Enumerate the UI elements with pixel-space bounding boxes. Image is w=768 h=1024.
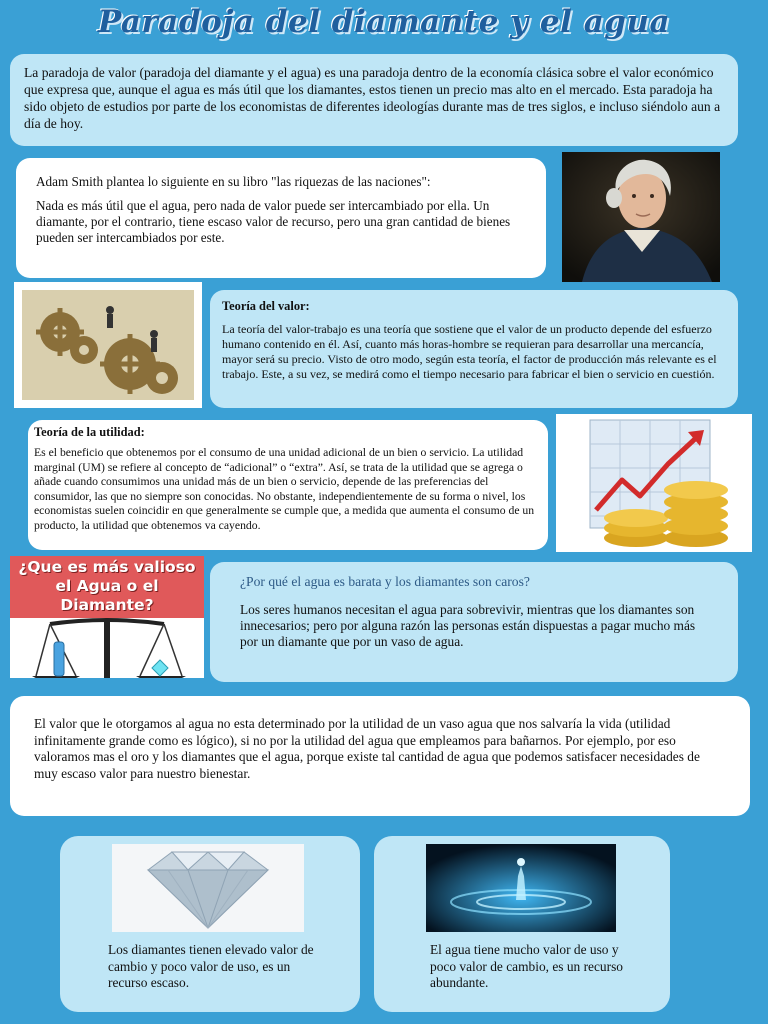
intro-text: La paradoja de valor (paradoja del diamante y el agua) es una paradoja dentro de la economía clásica sobre el valor económico que expresa que, aunque el agua es más útil que los diamantes, estos tienen un precio mas alto en el mercado. Esta paradoja ha sido objeto de estudios por parte de los economistas de diferentes ideologías durante mas de tres siglos, e incluso siéndolo aun a día de hoy. <box>24 65 721 131</box>
diamond-image <box>112 844 304 932</box>
valor-agua-box <box>10 696 750 816</box>
growth-coins-image <box>556 414 752 552</box>
teoria-utilidad-box <box>28 420 548 550</box>
teoria-valor-box <box>210 290 738 408</box>
porque-heading: ¿Por qué el agua es barata y los diamantes son caros? <box>240 574 530 589</box>
water-splash-image <box>426 844 616 932</box>
page-title: Paradoja del diamante y el agua <box>97 4 671 40</box>
scale-banner-line1: ¿Que es más valioso <box>18 558 196 576</box>
teoria-utilidad-heading: Teoría de la utilidad: <box>34 425 145 439</box>
water-diamond-scale-image <box>10 556 204 678</box>
smith-text: Nada es más útil que el agua, pero nada de valor puede ser intercambiado por ella. Un diamante, por el contrario, tiene escaso valor de recurso, pero una gran cantidad de bienes pueden ser intercambiados por este. <box>36 198 511 245</box>
adam-smith-portrait-image <box>562 152 720 282</box>
gears-workers-image <box>14 282 202 408</box>
valor-agua-text: El valor que le otorgamos al agua no esta determinado por la utilidad de un vaso agua que nos salvaría la vida (utilidad infinitamente grande como es lógico), si no por la utilidad del agua que empleamos para bañarnos. Por ejemplo, por eso valoramos mas el oro y los diamantes que el agua, porque existe tal cantidad de agua que podemos satisfacer necesidades de muy escaso valor para nuestro bienestar. <box>34 716 700 781</box>
teoria-utilidad-text: Es el beneficio que obtenemos por el consumo de una unidad adicional de un bien o servicio. La utilidad marginal (UM) se refiere al concepto de “adicional” o “extra”. Así, se trata de la utilidad que se agrega o añade cuando consumimos una unidad más de un bien o servicio, depende de las preferencias del consumidor, las que no siempre son conocidas. No obstante, independientemente de su forma o nivel, los economistas suelen coincidir en que generalmente se cumple que, a medida que aumenta el consumo de un producto, la utilidad que obtenemos va cayendo. <box>34 446 535 532</box>
smith-box <box>16 158 546 278</box>
porque-text: Los seres humanos necesitan el agua para sobrevivir, mientras que los diamantes son innecesarios; pero por alguna razón las personas están dispuestas a pagar mucho más por un diamante que por un vaso de agua. <box>240 602 696 649</box>
agua-caption: El agua tiene mucho valor de uso y poco valor de cambio, es un recurso abundante. <box>430 942 623 990</box>
diamante-card <box>60 836 360 1012</box>
teoria-valor-heading: Teoría del valor: <box>222 299 310 313</box>
scale-banner-line2: el Agua o el Diamante? <box>55 577 159 614</box>
teoria-valor-text: La teoría del valor-trabajo es una teoría que sostiene que el valor de un producto depende del esfuerzo humano contenido en él. Así, cuanto más horas-hombre se requieran para desarrollar una mercancía, mayor será su precio. Visto de otro modo, según esta teoría, el factor de producción más relevante es el trabajo. Este, a su vez, se medirá como el tiempo necesario para fabricar el bien o servicio en cuestión. <box>222 322 717 381</box>
intro-box <box>10 54 738 146</box>
porque-box <box>210 562 738 682</box>
diamantes-caption: Los diamantes tienen elevado valor de cambio y poco valor de uso, es un recurso escaso. <box>108 942 314 990</box>
agua-card <box>374 836 670 1012</box>
scale-banner <box>10 556 204 618</box>
smith-heading: Adam Smith plantea lo siguiente en su libro "las riquezas de las naciones": <box>36 174 431 189</box>
